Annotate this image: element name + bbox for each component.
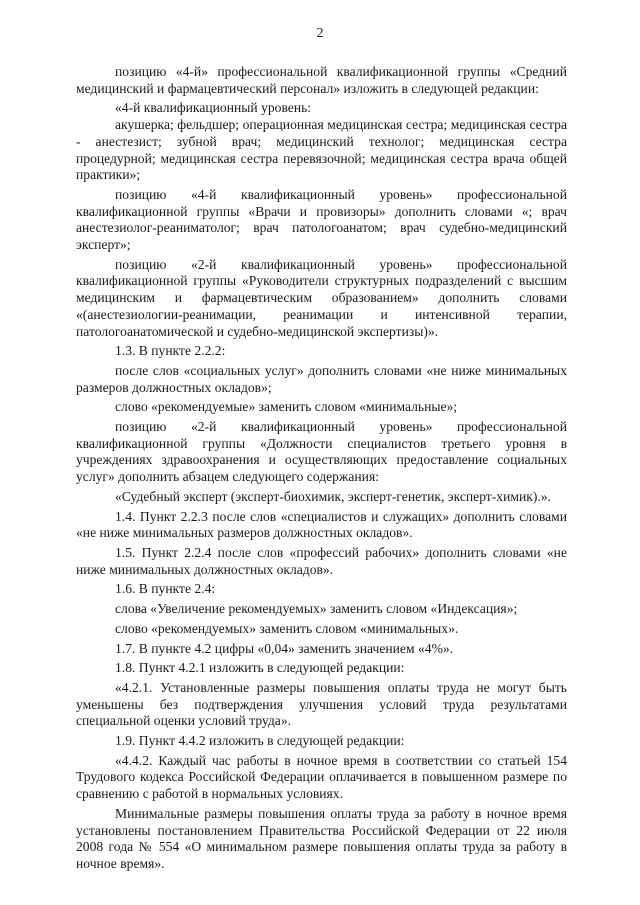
paragraph: акушерка; фельдшер; операционная медицинская сестра; медицинская сестра - анестезист; зубной врач; медицинский технолог; медицинская сестра процедурной; медицинская сестра перевязочной; медицинская сестра врача общей практики»; bbox=[76, 117, 567, 183]
paragraph: 1.6. В пункте 2.4: bbox=[115, 581, 216, 597]
paragraph: 1.3. В пункте 2.2.2: bbox=[115, 343, 226, 359]
paragraph: позицию «4-й квалификационный уровень» профессиональной квалификационной группы «Врачи и провизоры» дополнить словами «; врач анестезиолог-реаниматолог; врач патологоанатом; врач судебно-медицинский эксперт»; bbox=[76, 186, 567, 253]
paragraph: Минимальные размеры повышения оплаты труда за работу в ночное время установлены постановлением Правительства Российской Федерации от 22 июля 2008 года № 554 «О минимальном размере повышения оплаты труда за работу в ночное время». bbox=[76, 805, 567, 871]
paragraph: 1.5. Пункт 2.2.4 после слов «профессий рабочих» дополнить словами «не ниже минимальных должностных окладов». bbox=[76, 544, 567, 577]
paragraph: «Судебный эксперт (эксперт-биохимик, эксперт-генетик, эксперт-химик).». bbox=[115, 488, 551, 504]
paragraph: «4-й квалификационный уровень: bbox=[115, 100, 312, 116]
paragraph: слово «рекомендуемых» заменить словом «минимальных». bbox=[115, 620, 459, 636]
paragraph: «4.2.1. Установленные размеры повышения оплаты труда не могут быть уменьшены без подтверждения улучшения условий труда результатами специальной оценки условий труда». bbox=[76, 679, 567, 729]
paragraph: 1.7. В пункте 4.2 цифры «0,04» заменить значением «4%». bbox=[115, 640, 454, 656]
paragraph: позицию «2-й квалификационный уровень» профессиональной квалификационной группы «Должности специалистов третьего уровня в учреждениях здравоохранения и осуществляющих предоставление социальных услуг» дополнить абзацем следующего содержания: bbox=[76, 419, 567, 485]
paragraph: 1.4. Пункт 2.2.3 после слов «специалистов и служащих» дополнить словами «не ниже минимальных размеров должностных окладов». bbox=[76, 508, 567, 541]
paragraph: позицию «2-й квалификационный уровень» профессиональной квалификационной группы «Руководители структурных подразделений с высшим медицинским и фармацевтическим образованием» дополнить словами «(анестезиологии-реанимации, реанимации и интенсивной терапии, патологоанатомической и судебно-медицинской экспертизы)». bbox=[76, 256, 567, 339]
paragraph: 1.8. Пункт 4.2.1 изложить в следующей редакции: bbox=[115, 660, 405, 676]
paragraph: позицию «4-й» профессиональной квалификационной группы «Средний медицинский и фармацевтический персонал» изложить в следующей редакции: bbox=[76, 64, 567, 96]
page-number: 2 bbox=[316, 26, 324, 41]
paragraph: «4.4.2. Каждый час работы в ночное время в соответствии со статьей 154 Трудового кодекса Российской Федерации оплачивается в повышенном размере по сравнению с работой в нормальных условиях. bbox=[76, 752, 567, 802]
paragraph: 1.9. Пункт 4.4.2 изложить в следующей редакции: bbox=[115, 733, 405, 749]
document-body bbox=[76, 64, 567, 876]
paragraph: после слов «социальных услуг» дополнить словами «не ниже минимальных размеров должностных окладов»; bbox=[76, 362, 567, 395]
paragraph: слова «Увеличение рекомендуемых» заменить словом «Индексация»; bbox=[115, 601, 518, 617]
paragraph: слово «рекомендуемые» заменить словом «минимальные»; bbox=[115, 399, 458, 415]
